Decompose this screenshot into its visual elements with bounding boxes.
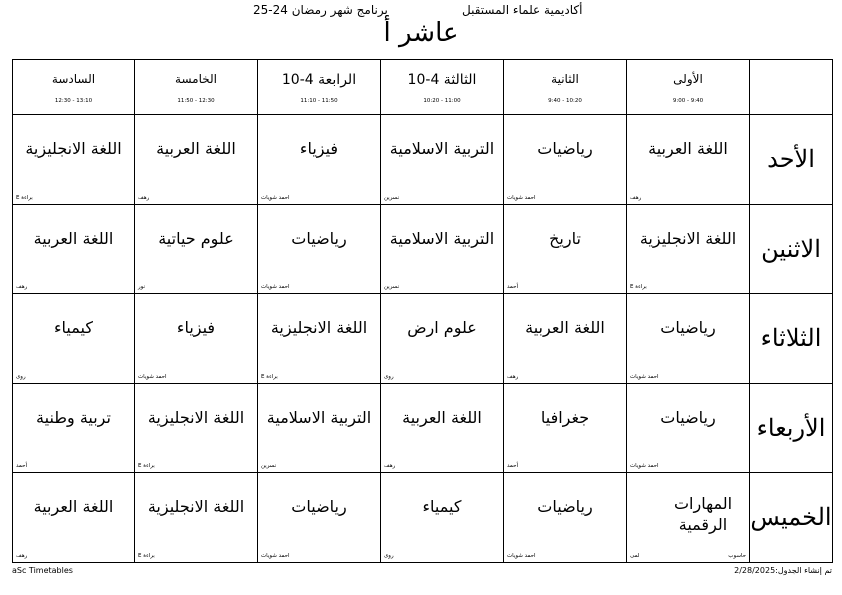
period-name: الخامسة xyxy=(175,72,217,86)
lesson-subject: رياضيات xyxy=(291,497,347,516)
lesson-teacher: رهف xyxy=(384,463,396,469)
day-row xyxy=(13,115,833,205)
lesson-cell xyxy=(258,204,381,294)
day-name: الاثنين xyxy=(750,204,833,294)
lesson-teacher: لمى xyxy=(630,552,640,559)
lesson-subject: رياضيات xyxy=(537,497,593,516)
lesson-subject: اللغة العربية xyxy=(402,407,482,427)
lesson-teacher: E براءة xyxy=(630,284,647,290)
lesson-cell xyxy=(627,473,750,563)
lesson-subject: فيزياء xyxy=(176,318,216,337)
lesson-teacher: أحمد xyxy=(16,463,27,469)
period-header xyxy=(504,60,627,115)
lesson-subject: اللغة العربية xyxy=(648,139,728,158)
lesson-cell xyxy=(504,473,627,563)
lesson-cell xyxy=(135,383,258,473)
period-time: 11:10 - 11:50 xyxy=(300,98,338,104)
lesson-cell xyxy=(135,115,258,205)
day-name: الخميس xyxy=(750,473,833,563)
period-header xyxy=(258,60,381,115)
lesson-cell xyxy=(258,473,381,563)
lesson-cell xyxy=(381,115,504,205)
lesson-subject: اللغة العربية xyxy=(33,228,114,248)
period-header xyxy=(135,60,258,115)
period-time: 9:40 - 10:20 xyxy=(548,98,582,104)
day-row xyxy=(13,204,833,294)
lesson-subject: تاريخ xyxy=(549,228,581,248)
lesson-teacher: نور xyxy=(138,284,146,290)
corner-cell xyxy=(750,60,833,115)
day-name: الثلاثاء xyxy=(750,294,833,384)
lesson-subject: اللغة العربية xyxy=(525,318,605,337)
program-title: برنامج شهر رمضان 24-25 xyxy=(253,3,388,17)
lesson-subject: اللغة الانجليزية xyxy=(25,139,122,158)
period-name: الرابعة 4-10 xyxy=(281,72,357,88)
lesson-cell xyxy=(13,473,135,563)
lesson-teacher: رهف xyxy=(16,552,28,559)
lesson-subject: رياضيات xyxy=(537,139,593,158)
lesson-teacher: رهف xyxy=(507,373,519,380)
lesson-subject: اللغة الانجليزية xyxy=(147,407,245,427)
lesson-cell xyxy=(13,383,135,473)
lesson-cell xyxy=(381,383,504,473)
lesson-teacher: احمد شويات xyxy=(507,194,536,201)
lesson-cell xyxy=(504,383,627,473)
lesson-cell xyxy=(504,115,627,205)
lesson-cell xyxy=(258,383,381,473)
lesson-cell xyxy=(13,294,135,384)
period-name: الثالثة 4-10 xyxy=(407,72,477,88)
lesson-subject: تربية وطنية xyxy=(36,407,111,427)
day-name: الأربعاء xyxy=(750,383,833,473)
lesson-teacher: نسرين xyxy=(261,463,277,469)
lesson-teacher: E براءة xyxy=(138,463,155,469)
lesson-subject: جغرافيا xyxy=(540,407,590,427)
lesson-subject: رياضيات xyxy=(660,407,716,427)
lesson-cell xyxy=(504,294,627,384)
lesson-subject: التربية الاسلامية xyxy=(389,228,495,248)
lesson-subject: رياضيات xyxy=(660,318,716,337)
lesson-cell xyxy=(381,473,504,563)
period-time: 12:30 - 13:10 xyxy=(54,98,93,104)
lesson-teacher: نسرين xyxy=(384,194,400,201)
lesson-teacher: رهف xyxy=(16,284,28,290)
lesson-subject: التربية الاسلامية xyxy=(266,407,372,427)
lesson-cell xyxy=(627,383,750,473)
lesson-cell xyxy=(627,115,750,205)
lesson-teacher: احمد شويات xyxy=(507,552,536,559)
day-row xyxy=(13,383,833,473)
lesson-cell xyxy=(627,294,750,384)
period-header xyxy=(13,60,135,115)
period-name: الثانية xyxy=(551,72,579,86)
period-header xyxy=(381,60,504,115)
lesson-cell xyxy=(135,204,258,294)
lesson-teacher: احمد شويات xyxy=(261,194,290,201)
lesson-teacher: E براءة xyxy=(16,194,33,201)
period-header-row xyxy=(13,60,833,115)
lesson-subject: كيمياء xyxy=(54,318,93,337)
timetable-grid xyxy=(12,59,833,563)
lesson-cell xyxy=(504,204,627,294)
period-name: الأولى xyxy=(673,72,703,86)
day-row xyxy=(13,294,833,384)
lesson-teacher: نسرين xyxy=(384,284,400,290)
period-time: 10:20 - 11:00 xyxy=(423,98,461,104)
lesson-cell xyxy=(135,473,258,563)
lesson-teacher: احمد شويات xyxy=(630,373,659,380)
lesson-teacher: رهف xyxy=(630,194,642,201)
lesson-cell xyxy=(13,115,135,205)
lesson-teacher: روى xyxy=(16,373,26,380)
lesson-subject: اللغة العربية xyxy=(156,139,236,158)
period-time: 11:50 - 12:30 xyxy=(177,98,215,104)
lesson-subject: رياضيات xyxy=(291,228,347,248)
lesson-cell xyxy=(135,294,258,384)
lesson-subject: علوم ارض xyxy=(407,318,477,337)
lesson-subject: اللغة الانجليزية xyxy=(270,318,368,337)
day-name: الأحد xyxy=(750,115,833,205)
period-name: السادسة xyxy=(51,72,96,86)
footer-created-date: تم إنشاء الجدول:2/28/2025 xyxy=(734,566,832,575)
lesson-cell xyxy=(258,115,381,205)
lesson-cell xyxy=(381,204,504,294)
lesson-teacher: أحمد xyxy=(507,284,518,290)
lesson-teacher: روى xyxy=(384,373,394,380)
lesson-subject: اللغة الانجليزية xyxy=(147,497,245,516)
lesson-room: حاسوب xyxy=(728,552,746,559)
class-title: عاشر أ xyxy=(383,18,459,48)
lesson-teacher: E براءة xyxy=(261,373,278,380)
lesson-subject: علوم حياتية xyxy=(158,228,234,248)
lesson-teacher: احمد شويات xyxy=(261,552,290,559)
lesson-subject: المهارات الرقمية xyxy=(673,494,733,534)
footer-software: aSc Timetables xyxy=(12,566,73,575)
day-row xyxy=(13,473,833,563)
lesson-teacher: احمد شويات xyxy=(138,373,167,380)
lesson-subject: التربية الاسلامية xyxy=(389,139,495,158)
lesson-cell xyxy=(381,294,504,384)
lesson-teacher: رهف xyxy=(138,194,150,201)
lesson-teacher: احمد شويات xyxy=(261,284,290,290)
period-time: 9:00 - 9:40 xyxy=(672,98,704,104)
lesson-cell xyxy=(13,204,135,294)
lesson-subject: اللغة العربية xyxy=(33,497,114,516)
period-header xyxy=(627,60,750,115)
lesson-subject: اللغة الانجليزية xyxy=(639,228,737,248)
lesson-subject: كيمياء xyxy=(422,497,462,516)
lesson-teacher: E براءة xyxy=(138,552,155,559)
lesson-teacher: احمد شويات xyxy=(630,463,659,469)
lesson-cell xyxy=(627,204,750,294)
lesson-subject: فيزياء xyxy=(299,139,339,158)
lesson-teacher: روى xyxy=(384,552,394,559)
school-name: أكاديمية علماء المستقبل xyxy=(462,3,583,17)
lesson-teacher: أحمد xyxy=(507,463,518,469)
lesson-cell xyxy=(258,294,381,384)
